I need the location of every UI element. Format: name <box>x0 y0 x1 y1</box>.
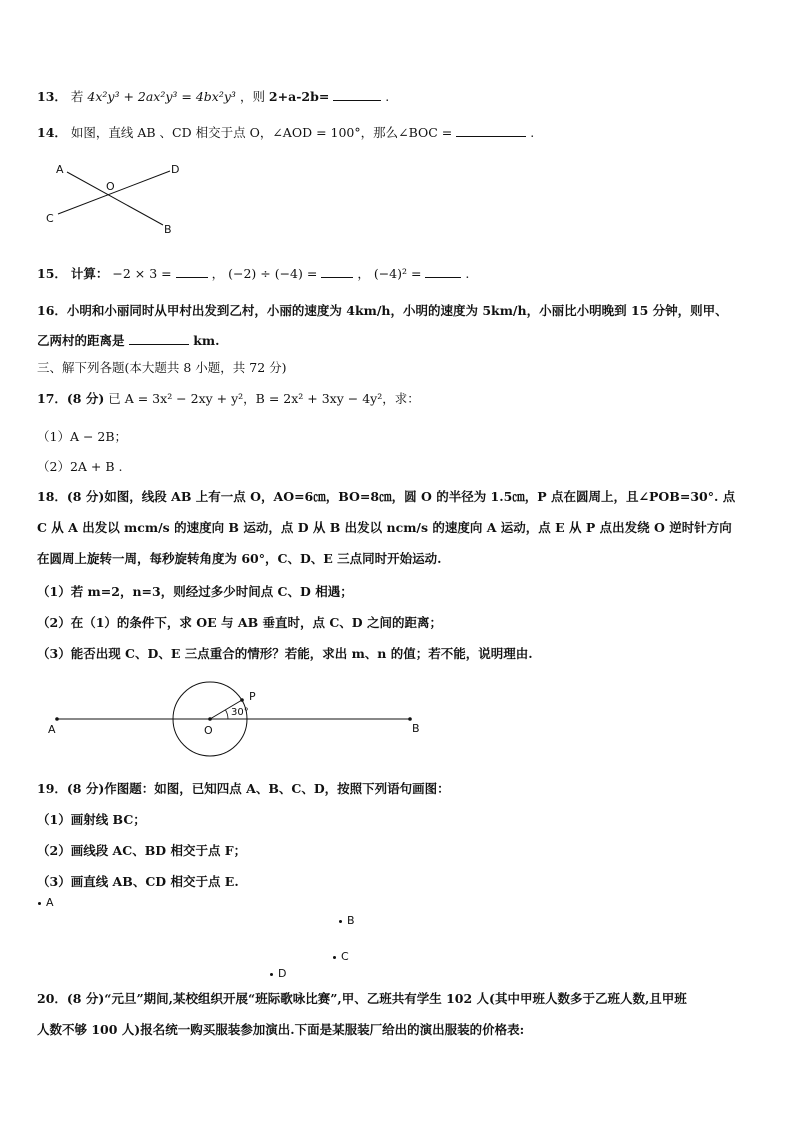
separator: ， <box>211 266 225 281</box>
point-o-label: O <box>204 724 213 737</box>
question-text: . <box>385 89 390 104</box>
question-text: ，则 <box>239 89 269 104</box>
angle-label: 30° <box>231 707 249 718</box>
question-text: 乙两村的距离是 <box>37 333 125 348</box>
question-18-part-3: （3）能否出现 C、D、E 三点重合的情形？若能，求出 m、n 的值；若不能，说明理由. <box>37 646 533 661</box>
question-18-line-2: C 从 A 出发以 mcm/s 的速度向 B 运动，点 D 从 B 出发以 ncm/s 的速度向 A 运动，点 E 从 P 点出发绕 O 逆时针方向 <box>37 520 732 535</box>
section-header: 三、解下列各题(本大题共 8 小题，共 72 分) <box>37 360 287 375</box>
question-17-part-2: （2）2A + B . <box>37 459 123 474</box>
separator: . <box>465 266 470 281</box>
question-text: 已 A = 3x² − 2xy + y²，B = 2x² + 3xy − 4y²，求： <box>108 391 420 406</box>
question-18-line-3: 在圆周上旋转一周，每秒旋转角度为 60°，C、D、E 三点同时开始运动. <box>37 551 442 566</box>
question-number: 19．(8 分) <box>37 781 105 796</box>
question-17-part-1: （1）A − 2B； <box>37 429 128 444</box>
point-o-label: O <box>106 180 115 193</box>
question-number: 15． <box>37 266 67 281</box>
point-b-label: B <box>164 223 172 236</box>
point-b <box>408 717 412 721</box>
question-number: 20．(8 分) <box>37 991 105 1006</box>
question-text: km. <box>193 333 220 348</box>
question-number: 17．(8 分) <box>37 391 105 406</box>
question-number: 13． <box>37 89 67 104</box>
question-20 <box>37 990 764 1008</box>
point-b-label: B <box>412 722 420 735</box>
question-text: “元旦”期间,某校组织开展“班际歌咏比赛”,甲、乙班共有学生 102 人(其中甲班人数多于乙班人数,且甲班 <box>104 991 687 1006</box>
question-text: 若 <box>70 89 84 104</box>
point-c-label: C <box>46 212 54 225</box>
point-a-label: A <box>48 723 56 736</box>
point-a <box>55 717 59 721</box>
point-d <box>270 973 273 976</box>
question-19-part-2: （2）画线段 AC、BD 相交于点 F； <box>37 843 247 858</box>
question-number: 16． <box>37 303 67 318</box>
question-18-part-2: （2）在（1）的条件下，求 OE 与 AB 垂直时，点 C、D 之间的距离； <box>37 615 442 630</box>
question-19 <box>37 780 764 798</box>
question-text: 2+a-2b= <box>268 89 330 104</box>
question-20-line-2: 人数不够 100 人)报名统一购买服装参加演出.下面是某服装厂给出的演出服装的价格表: <box>37 1022 525 1037</box>
point-a-label: A <box>46 896 54 909</box>
question-text: 如图，线段 AB 上有一点 O，AO=6㎝，BO=8㎝，圆 O 的半径为 1.5㎝，P 点在圆周上，且∠POB=30°. 点 <box>104 489 736 504</box>
angle-arc <box>226 710 229 719</box>
separator: ， <box>357 266 370 281</box>
point-c-label: C <box>341 950 349 963</box>
point-p <box>240 698 244 702</box>
point-a <box>38 902 41 905</box>
question-18-part-1: （1）若 m=2，n=3，则经过多少时间点 C、D 相遇； <box>37 584 353 599</box>
question-text: . <box>530 125 535 140</box>
question-text: 计算： <box>70 266 109 281</box>
question-19-part-1: （1）画射线 BC； <box>37 812 146 827</box>
math-expression: −2 × 3 = <box>112 266 172 281</box>
point-a-label: A <box>56 163 64 176</box>
question-19-part-3: （3）画直线 AB、CD 相交于点 E. <box>37 874 239 889</box>
point-b-label: B <box>347 914 355 927</box>
question-text: 作图题：如图，已知四点 A、B、C、D，按照下列语句画图： <box>104 781 450 796</box>
math-expression: (−2) ÷ (−4) = <box>228 266 318 281</box>
point-b <box>339 920 342 923</box>
question-number: 18．(8 分) <box>37 489 105 504</box>
math-expression: 4x²y³ + 2ax²y³ = 4bx²y³ <box>87 89 236 104</box>
question-text: 如图，直线 AB 、CD 相交于点 O，∠AOD = 100°，那么∠BOC = <box>70 125 453 140</box>
question-number: 14． <box>37 125 67 140</box>
point-d-label: D <box>278 967 287 980</box>
point-d-label: D <box>171 163 180 176</box>
point-c <box>333 956 336 959</box>
question-text: 小明和小丽同时从甲村出发到乙村，小丽的速度为 4km/h，小明的速度为 5km/h，小丽比小明晚到 15 分钟，则甲、 <box>66 303 728 318</box>
math-expression: (−4)² = <box>373 266 422 281</box>
point-p-label: P <box>249 690 256 703</box>
